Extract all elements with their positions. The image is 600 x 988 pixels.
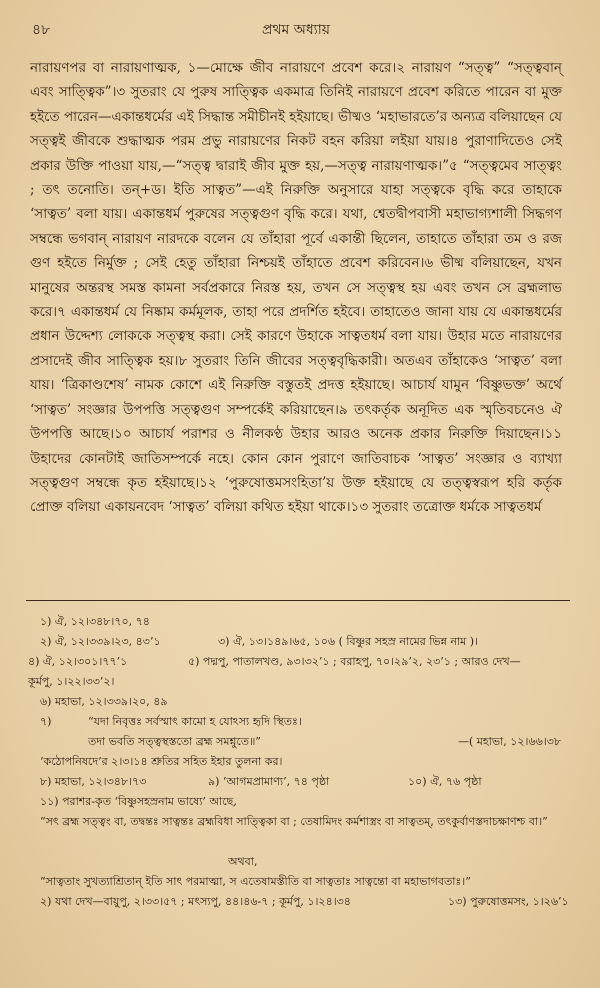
footnote-12: ২) যথা দেখ—বায়ুপু, ২।৩৩।৫৭ ; মৎস্যপু, ৪৪।৪৬-৭ ; কূর্মপু, ১।২৪।৩৪ bbox=[40, 895, 351, 908]
verse-line-2: তদা ভবতি সত্ত্বস্থস্ততো ব্রহ্ম সমশ্নুতে॥” bbox=[88, 735, 261, 748]
compare-note: ‘কঠোপনিষদে’র ২।৩।১৪ শ্রুতির সহিত ইহার তুলনা কর। bbox=[40, 755, 283, 768]
body-paragraph: নারায়ণপর বা নারায়ণাত্মক, ১—মোক্ষে জীব নারায়ণে প্রবেশ করে।২ নারায়ণ “সত্ত্ব” “সত্ত্ববান্‌ এবং সাত্ত্বিক”।৩ সুতরাং যে পুরুষ সাত্ত্বিক একমাত্র তিনিই নারায়ণে প্রবেশ করিতে পারেন বা মুক্ত হইতে পারেন—একান্তধর্মের এই সিদ্ধান্ত সমীচীনই হইয়াছে। ভীষ্মও ‘মহাভারতে’র অন্যত্র বলিয়াছেন যে সত্ত্বই জীবকে শুদ্ধাত্মক পরম প্রভু নারায়ণের নিকট বহন করিয়া লইয়া যায়।৪ পুরাণাদিতেও সেই প্রকার উক্তি পাওয়া যায়,—“সত্ত্ব দ্বারাই জীব মুক্ত হয়,—সত্ত্ব নারায়ণাত্মক।”৫ “সত্ত্বমেব সাত্ত্বং ; তৎ তনোতি। তন্‌+ড। ইতি সাত্বত”—এই নিরুক্তি অনুসারে যাহা সত্ত্বকে বৃদ্ধি করে তাহাকে ‘সাত্বত’ বলা যায়। একান্তধর্ম পুরুষের সত্ত্বগুণ বৃদ্ধি করে। যথা, শ্বেতদ্বীপবাসী মহাভাগ্যশালী সিদ্ধগণ সম্বন্ধে ভগবান্‌ নারায়ণ নারদকে বলেন যে তাঁহারা পূর্বে একান্তী ছিলেন, তাহাতে তাঁহারা তম ও রজ গুণ হইতে নির্মুক্ত ; সেই হেতু তাঁহারা নিশ্চয়ই তাঁহাতে প্রবেশ করিবেন।৬ ভীষ্ম বলিয়াছেন, যখন মানুষের অন্তরস্থ সমস্ত কামনা সর্বপ্রকারে নিরস্ত হয়, তখন সে সত্ত্বস্থ হয় এবং তখন সে ব্রহ্মলাভ করে।৭ একান্তধর্ম যে নিষ্কাম কর্মমূলক, তাহা পরে প্রদর্শিত হইবে। তাহাতেও জানা যায় যে একান্তধর্মের প্রধান উদ্দেশ্য লোককে সত্ত্বস্থ করা। সেই কারণে উহাকে সাত্বতধর্ম বলা যায়। উহার মতে নারায়ণের প্রসাদেই জীব সাত্ত্বিক হয়।৮ সুতরাং তিনি জীবের সত্ত্ববৃদ্ধিকারী। অতএব তাঁহাকেও ‘সাত্বত’ বলা যায়। ‘ত্রিকাণ্ডশেষ’ নামক কোশে এই নিরুক্তি বস্তুতই প্রদত্ত হইয়াছে। আচার্য যামুন ‘বিষ্ণুভক্ত’ অর্থে ‘সাত্বত’ সংজ্ঞার উপপত্তি সত্ত্বগুণ সম্পর্কেই করিয়াছেন।৯ তৎকর্তৃক অনূদিত এক স্মৃতিবচনেও ঐ উপপত্তি আছে।১০ আচার্য পরাশর ও নীলকণ্ঠ উহার আরও অনেক প্রকার নিরুক্তি দিয়াছেন।১১ উহাদের কোনটাই জাতিসম্পর্কে নহে। কোন কোন পুরাণে জাতিবাচক ‘সাত্বত’ সংজ্ঞার ও ব্যাখ্যা সত্ত্বগুণ সম্বন্ধে কৃত হইয়াছে।১২ ‘পুরুষোত্তমসংহিতা’য় উক্ত হইয়াছে যে তত্ত্বস্বরূপ হরি কর্তৃক প্রোক্ত বলিয়া একায়নবেদ ‘সাত্বত’ বলিয়া কথিত হইয়া থাকে।১৩ সুতরাং তত্রোক্ত ধর্মকে সাত্বতধর্ম bbox=[30, 60, 562, 516]
verse-line-1: “যদা নিবৃত্তঃ সর্বস্মাৎ কামো হ যোঽস্য হৃদি স্থিতঃ। bbox=[88, 715, 302, 728]
footnote-6: ৬) মহাভা, ১২।৩৩৯।২০, ৪৯ bbox=[40, 695, 168, 708]
footnote-7: ৭) bbox=[40, 715, 52, 728]
footnote-8: ৮) মহাভা, ১২।৩৪৮।৭৩ bbox=[40, 775, 147, 788]
footnotes bbox=[28, 612, 570, 912]
page-number: ৪৮ bbox=[32, 22, 51, 38]
quote-1: “সৎ ব্রহ্ম সত্ত্বং বা, তদ্বন্তঃ সাত্বন্তঃ ব্রহ্মবিধা সাত্ত্বিকা বা ; তেষামিদং কর্মশাস্ত্রং বা সাত্বতম্‌, তৎকুর্বাণস্তদাচক্ষাণশ্চ বা।” bbox=[40, 815, 548, 828]
footnote-5: ৫) পদ্মপু, পাতালখণ্ড, ৯৩।৩২’১ ; বরাহপু, ৭০।২৯’২, ২৩’১ ; আরও দেখ— bbox=[188, 655, 521, 668]
footnote-1: ১) ঐ, ১২।৩৪৮।৭০, ৭৪ bbox=[40, 615, 150, 628]
main-text bbox=[30, 56, 562, 520]
chapter-title: প্রথম অধ্যায় bbox=[261, 22, 331, 38]
footnote-9: ৯) ‘আগমপ্রামাণ্য’, ৭৪ পৃষ্ঠা bbox=[208, 775, 330, 788]
footnote-5-cont: কূর্মপু, ১।২২।৩৩’২। bbox=[28, 675, 115, 688]
footnote-4: ৪) ঐ, ১২।৩০১।৭৭’১ bbox=[28, 655, 128, 668]
verse-source: —( মহাভা, ১২।৬৬।৩৮ bbox=[458, 735, 561, 748]
footnote-11: ১১) পরাশর-কৃত ‘বিষ্ণুসহস্রনাম ভাষ্যে’ আছে, bbox=[40, 795, 237, 808]
footnote-divider bbox=[26, 600, 570, 601]
footnote-2: ২) ঐ, ১২।৩৩৯।২৩, ৪৩’১ bbox=[40, 635, 161, 648]
footnote-10: ১০) ঐ, ৭৬ পৃষ্ঠা bbox=[408, 775, 482, 788]
athaba-text: অথবা, bbox=[228, 855, 258, 868]
footnote-13: ১৩) পুরুষোত্তমসং, ১।২৬’১ bbox=[448, 895, 569, 908]
quote-2: “সাত্বতাং সুখত্যাশ্রিতান্‌ ইতি সাৎ পরমাত্মা, স এতেষামস্তীতি বা সাত্বতাঃ সাত্বন্তো বা মহাভাগবতাঃ।” bbox=[40, 875, 471, 888]
page-header bbox=[32, 18, 560, 40]
footnote-3: ৩) ঐ, ১৩।১৪৯।৬৫, ১০৬ ( বিষ্ণুর সহস্র নামের ভিন্ন নাম )। bbox=[218, 635, 478, 648]
